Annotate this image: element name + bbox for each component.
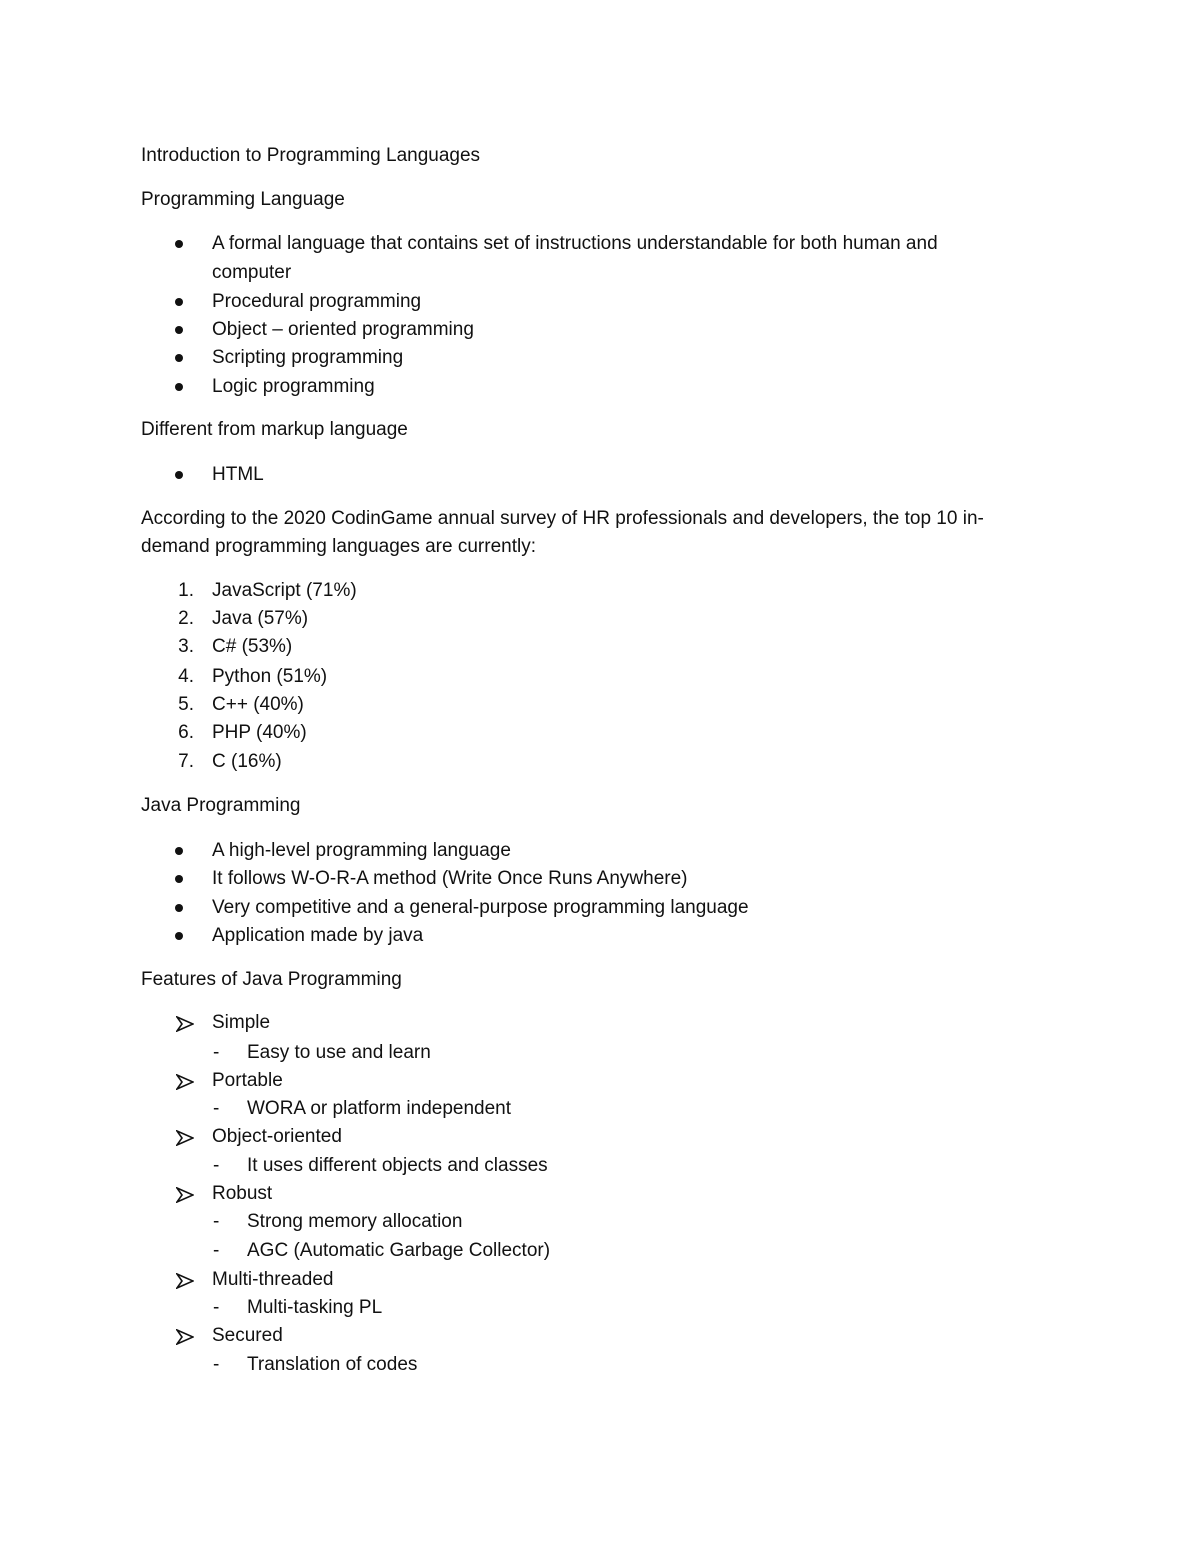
bullet-dot-icon: [175, 471, 183, 479]
dash-bullet: -: [213, 1240, 220, 1261]
dash-bullet: -: [213, 1098, 220, 1119]
list-item: A high-level programming language: [212, 840, 511, 861]
bullet-dot-icon: [175, 326, 183, 334]
list-item: Application made by java: [212, 925, 424, 946]
list-item-continuation: computer: [212, 262, 292, 283]
list-number: 4.: [178, 666, 194, 687]
dash-bullet: -: [213, 1354, 220, 1375]
feature-subitem: Multi-tasking PL: [247, 1297, 383, 1318]
arrowhead-bullet-icon: [176, 1273, 194, 1289]
bullet-dot-icon: [175, 298, 183, 306]
feature-subitem: Strong memory allocation: [247, 1211, 463, 1232]
list-number: 5.: [178, 694, 194, 715]
feature-item: Robust: [212, 1183, 273, 1204]
feature-item: Secured: [212, 1325, 283, 1346]
list-item: A formal language that contains set of instructions understandable for both human and: [212, 233, 938, 254]
ranked-language-item: Python (51%): [212, 666, 328, 687]
dash-bullet: -: [213, 1155, 220, 1176]
survey-paragraph-line-1: According to the 2020 CodinGame annual survey of HR professionals and developers, the top 10 in-: [141, 508, 984, 529]
feature-item: Simple: [212, 1012, 271, 1033]
bullet-dot-icon: [175, 847, 183, 855]
list-item: Scripting programming: [212, 347, 404, 368]
ranked-language-item: C++ (40%): [212, 694, 304, 715]
arrowhead-bullet-icon: [176, 1187, 194, 1203]
arrowhead-bullet-icon: [176, 1074, 194, 1090]
list-item: Very competitive and a general-purpose programming language: [212, 897, 749, 918]
bullet-dot-icon: [175, 383, 183, 391]
dash-bullet: -: [213, 1211, 220, 1232]
bullet-dot-icon: [175, 875, 183, 883]
bullet-dot-icon: [175, 240, 183, 248]
ranked-language-item: JavaScript (71%): [212, 580, 357, 601]
bullet-dot-icon: [175, 932, 183, 940]
feature-subitem: Translation of codes: [247, 1354, 418, 1375]
list-number: 2.: [178, 608, 194, 629]
list-number: 7.: [178, 751, 194, 772]
section-heading-programming-language: Programming Language: [141, 189, 345, 210]
bullet-dot-icon: [175, 904, 183, 912]
feature-item: Multi-threaded: [212, 1269, 334, 1290]
list-item: Procedural programming: [212, 291, 422, 312]
dash-bullet: -: [213, 1042, 220, 1063]
feature-item: Object-oriented: [212, 1126, 342, 1147]
feature-subitem: It uses different objects and classes: [247, 1155, 548, 1176]
list-number: 6.: [178, 722, 194, 743]
list-item: HTML: [212, 464, 264, 485]
ranked-language-item: C# (53%): [212, 636, 293, 657]
ranked-language-item: PHP (40%): [212, 722, 307, 743]
ranked-language-item: C (16%): [212, 751, 282, 772]
ranked-language-item: Java (57%): [212, 608, 309, 629]
feature-item: Portable: [212, 1070, 283, 1091]
list-item: It follows W-O-R-A method (Write Once Runs Anywhere): [212, 868, 688, 889]
section-heading-markup: Different from markup language: [141, 419, 408, 440]
feature-subitem: AGC (Automatic Garbage Collector): [247, 1240, 551, 1261]
arrowhead-bullet-icon: [176, 1329, 194, 1345]
survey-paragraph-line-2: demand programming languages are currently:: [141, 536, 536, 557]
section-heading-java: Java Programming: [141, 795, 301, 816]
feature-subitem: Easy to use and learn: [247, 1042, 431, 1063]
list-item: Object – oriented programming: [212, 319, 474, 340]
list-item: Logic programming: [212, 376, 375, 397]
bullet-dot-icon: [175, 354, 183, 362]
dash-bullet: -: [213, 1297, 220, 1318]
section-heading-features: Features of Java Programming: [141, 969, 402, 990]
feature-subitem: WORA or platform independent: [247, 1098, 512, 1119]
list-number: 1.: [178, 580, 194, 601]
arrowhead-bullet-icon: [176, 1016, 194, 1032]
list-number: 3.: [178, 636, 194, 657]
arrowhead-bullet-icon: [176, 1130, 194, 1146]
document-title: Introduction to Programming Languages: [141, 145, 481, 166]
